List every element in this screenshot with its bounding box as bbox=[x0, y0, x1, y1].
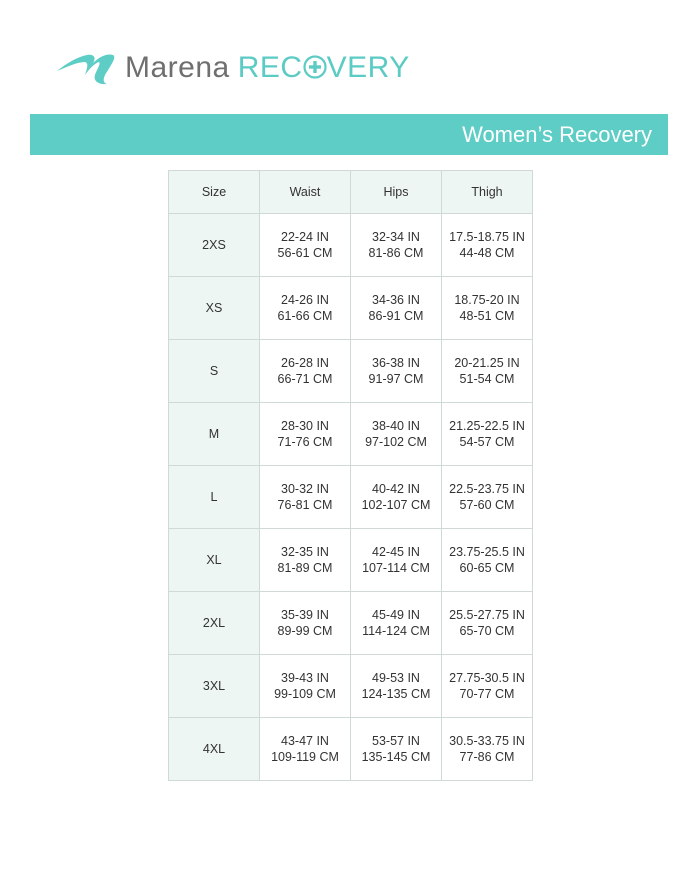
thigh-centimeters: 77-86 CM bbox=[459, 750, 515, 764]
waist-cell bbox=[260, 718, 351, 781]
header-hips: Hips bbox=[351, 171, 442, 214]
hips-cell bbox=[351, 466, 442, 529]
hips-centimeters: 124-135 CM bbox=[361, 687, 431, 701]
thigh-cell bbox=[442, 466, 533, 529]
table-row bbox=[169, 592, 533, 655]
thigh-centimeters: 48-51 CM bbox=[459, 309, 515, 323]
table-row bbox=[169, 655, 533, 718]
thigh-inches: 18.75-20 IN bbox=[454, 293, 520, 307]
waist-centimeters: 61-66 CM bbox=[277, 309, 333, 323]
thigh-inches: 25.5-27.75 IN bbox=[449, 608, 525, 622]
waist-inches: 26-28 IN bbox=[281, 356, 329, 370]
table-row bbox=[169, 466, 533, 529]
waist-inches: 43-47 IN bbox=[281, 734, 329, 748]
waist-centimeters: 81-89 CM bbox=[277, 561, 333, 575]
hips-centimeters: 97-102 CM bbox=[365, 435, 427, 449]
hips-centimeters: 81-86 CM bbox=[368, 246, 424, 260]
brand-logo bbox=[55, 48, 410, 88]
brand-swoosh-icon bbox=[55, 49, 119, 87]
thigh-centimeters: 70-77 CM bbox=[459, 687, 515, 701]
header-thigh: Thigh bbox=[442, 171, 533, 214]
hips-cell bbox=[351, 529, 442, 592]
waist-cell bbox=[260, 655, 351, 718]
waist-cell bbox=[260, 592, 351, 655]
waist-cell bbox=[260, 466, 351, 529]
thigh-cell bbox=[442, 529, 533, 592]
thigh-inches: 30.5-33.75 IN bbox=[449, 734, 525, 748]
thigh-centimeters: 54-57 CM bbox=[459, 435, 515, 449]
waist-centimeters: 109-119 CM bbox=[271, 750, 339, 764]
size-cell: M bbox=[169, 403, 260, 466]
brand-suffix-part1: REC bbox=[237, 51, 303, 84]
hips-inches: 38-40 IN bbox=[372, 419, 420, 433]
size-cell: S bbox=[169, 340, 260, 403]
hips-cell bbox=[351, 340, 442, 403]
size-cell: 2XS bbox=[169, 214, 260, 277]
hips-centimeters: 86-91 CM bbox=[368, 309, 424, 323]
size-cell: 3XL bbox=[169, 655, 260, 718]
hips-centimeters: 107-114 CM bbox=[362, 561, 430, 575]
waist-inches: 28-30 IN bbox=[281, 419, 329, 433]
header-waist: Waist bbox=[260, 171, 351, 214]
hips-inches: 32-34 IN bbox=[372, 230, 420, 244]
hips-inches: 42-45 IN bbox=[372, 545, 420, 559]
waist-cell bbox=[260, 277, 351, 340]
hips-inches: 36-38 IN bbox=[372, 356, 420, 370]
table-row bbox=[169, 277, 533, 340]
thigh-centimeters: 44-48 CM bbox=[459, 246, 515, 260]
size-cell: XL bbox=[169, 529, 260, 592]
hips-inches: 45-49 IN bbox=[372, 608, 420, 622]
table-header-row bbox=[169, 171, 533, 214]
waist-centimeters: 76-81 CM bbox=[277, 498, 333, 512]
hips-cell bbox=[351, 718, 442, 781]
waist-cell bbox=[260, 403, 351, 466]
brand-suffix-part2: VERY bbox=[326, 51, 410, 84]
waist-centimeters: 56-61 CM bbox=[277, 246, 333, 260]
size-cell: 2XL bbox=[169, 592, 260, 655]
header-size: Size bbox=[169, 171, 260, 214]
size-cell: XS bbox=[169, 277, 260, 340]
table-row bbox=[169, 403, 533, 466]
hips-cell bbox=[351, 277, 442, 340]
hips-centimeters: 114-124 CM bbox=[362, 624, 430, 638]
table-row bbox=[169, 214, 533, 277]
waist-inches: 32-35 IN bbox=[281, 545, 329, 559]
table-row bbox=[169, 340, 533, 403]
brand-suffix bbox=[238, 51, 410, 84]
waist-inches: 22-24 IN bbox=[281, 230, 329, 244]
thigh-inches: 22.5-23.75 IN bbox=[449, 482, 525, 496]
hips-centimeters: 91-97 CM bbox=[368, 372, 424, 386]
banner-title: Women’s Recovery bbox=[462, 121, 652, 147]
brand-name: Marena bbox=[125, 51, 230, 84]
brand-wordmark bbox=[125, 53, 410, 83]
waist-centimeters: 99-109 CM bbox=[274, 687, 336, 701]
hips-cell bbox=[351, 214, 442, 277]
thigh-centimeters: 60-65 CM bbox=[459, 561, 515, 575]
hips-inches: 40-42 IN bbox=[372, 482, 420, 496]
section-banner bbox=[30, 114, 668, 155]
hips-centimeters: 102-107 CM bbox=[361, 498, 431, 512]
size-cell: 4XL bbox=[169, 718, 260, 781]
table-row bbox=[169, 529, 533, 592]
thigh-centimeters: 51-54 CM bbox=[459, 372, 515, 386]
hips-inches: 49-53 IN bbox=[372, 671, 420, 685]
thigh-inches: 27.75-30.5 IN bbox=[449, 671, 525, 685]
thigh-cell bbox=[442, 214, 533, 277]
waist-inches: 35-39 IN bbox=[281, 608, 329, 622]
thigh-inches: 23.75-25.5 IN bbox=[449, 545, 525, 559]
thigh-centimeters: 57-60 CM bbox=[459, 498, 515, 512]
thigh-cell bbox=[442, 655, 533, 718]
thigh-inches: 17.5-18.75 IN bbox=[449, 230, 525, 244]
waist-centimeters: 71-76 CM bbox=[277, 435, 333, 449]
thigh-cell bbox=[442, 403, 533, 466]
thigh-cell bbox=[442, 592, 533, 655]
hips-inches: 53-57 IN bbox=[372, 734, 420, 748]
thigh-inches: 21.25-22.5 IN bbox=[449, 419, 525, 433]
hips-cell bbox=[351, 403, 442, 466]
hips-cell bbox=[351, 655, 442, 718]
waist-centimeters: 89-99 CM bbox=[277, 624, 333, 638]
waist-cell bbox=[260, 214, 351, 277]
waist-cell bbox=[260, 529, 351, 592]
waist-inches: 39-43 IN bbox=[281, 671, 329, 685]
hips-cell bbox=[351, 592, 442, 655]
thigh-inches: 20-21.25 IN bbox=[454, 356, 520, 370]
hips-centimeters: 135-145 CM bbox=[361, 750, 431, 764]
hips-inches: 34-36 IN bbox=[372, 293, 420, 307]
waist-inches: 30-32 IN bbox=[281, 482, 329, 496]
table-row bbox=[169, 718, 533, 781]
size-chart-table bbox=[168, 170, 533, 781]
waist-cell bbox=[260, 340, 351, 403]
thigh-cell bbox=[442, 718, 533, 781]
size-cell: L bbox=[169, 466, 260, 529]
waist-centimeters: 66-71 CM bbox=[277, 372, 333, 386]
waist-inches: 24-26 IN bbox=[281, 293, 329, 307]
thigh-cell bbox=[442, 340, 533, 403]
thigh-cell bbox=[442, 277, 533, 340]
medical-cross-icon bbox=[303, 55, 327, 79]
thigh-centimeters: 65-70 CM bbox=[459, 624, 515, 638]
